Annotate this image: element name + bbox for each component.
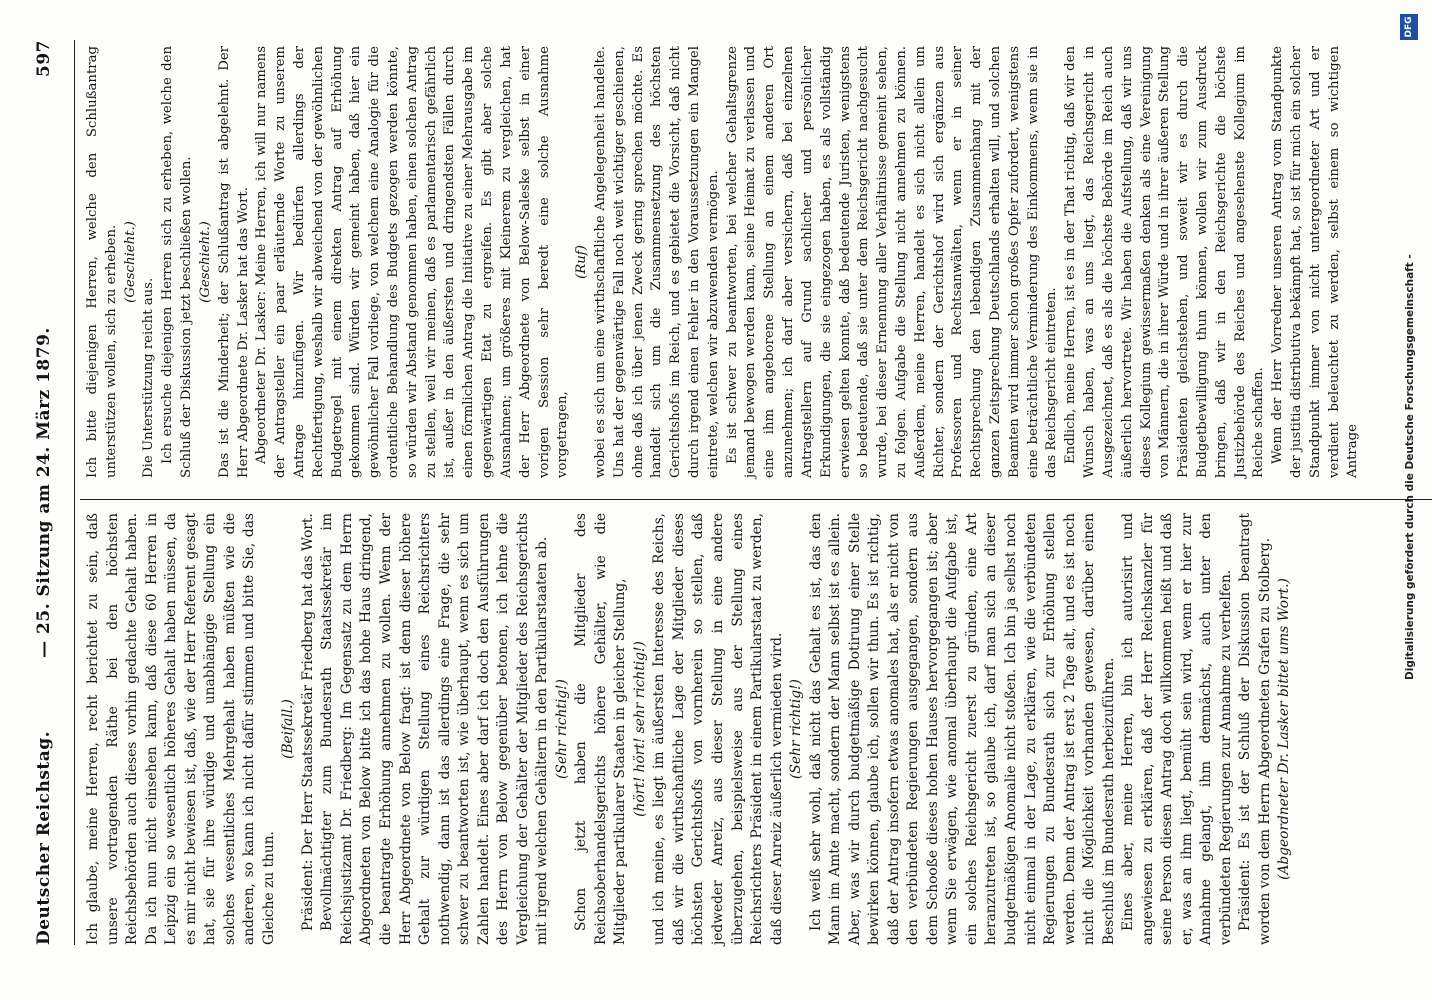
paragraph: Endlich, meine Herren, ist es in der That richtig, daß wir den Wunsch haben, was an uns liegt, das Reichsgericht in Ausgezeichnet, daß es als die höchste Behörde im Reich auch äußerlich hervortrete. Wir haben die Aufstellung, daß wir uns dieses Kollegium gewissermaßen denken als eine Vereinigung von Männern, die in ihrer Würde und in ihrer äußeren Stellung Präsidenten gleichstehen, und soweit wir es durch die Budgetbewilligung thun können, wollen wir zum Ausdruck bringen, daß wir in den Reichsgerichte die höchste Justizbehörde des Reiches und angesehenste Kollegium im Reiche schaffen.	[1063, 46, 1267, 478]
paragraph: Schon jetzt haben die Mitglieder des Reichsoberhandelsgerichts höhere Gehälter, wie die Mitglieder partikularer Staaten in gleicher Stellung,	[573, 513, 629, 945]
paragraph: Ich weiß sehr wohl, daß nicht das Gehalt es ist, das den Mann im Amte macht, sondern der Mann selbst ist es allein. Aber, was wir durch budgetmäßige Dotirung einer Stelle bewirken können, glaube ich, sollen wir thun. Es ist richtig, daß der Antrag insofern etwas anomales hat, als er nicht von den verbündeten Regierungen ausgegangen, sondern aus dem Schooße dieses hohen Hauses hervorgegangen ist; aber wenn Sie erwägen, wie anomal überhaupt die Aufgabe ist, ein solches Reichsgericht zuerst zu gründen, eine Art heranzutreten ist, so glaube ich, darf man sich an dieser budgetmäßigen Anomalie nicht stoßen. Ich bin ja selbst noch nicht einmal in der Lage, zu erklären, wie die verbündeten Regierungen zu Bundesrath sich zur Erhöhung stellen werden. Denn der Antrag ist erst 2 Tage alt, und es ist noch nicht die Möglichkeit vorhanden gewesen, darüber einen Beschluß im Bundesrath herbeizuführen.	[807, 513, 1117, 945]
interjection: (Sehr richtig!)	[553, 679, 570, 779]
header-title: Deutscher Reichstag.	[34, 730, 54, 945]
page-header	[28, 40, 62, 945]
interjection: (hört! hört! sehr richtig!)	[631, 641, 648, 817]
speaker-paragraph: Abgeordneter Dr. Lasker: Meine Herren, ich will nur namens der Antragsteller ein paar erläuternde Worte zu unserem Antrage hinzufügen. Wir bedürfen allerdings der Rechtfertigung, weshalb wir abweichend von der gewöhnlichen Budgetregel mit einem direkten Antrag auf Erhöhung gekommen sind. Würden wir gemeint haben, daß hier ein gewöhnlicher Fall vorliege, von welchem eine Analogie für die ordentliche Behandlung des Budgets gezogen werden könnte, so würden wir Abstand genommen haben, einen solchen Antrag zu stellen, weil wir meinen, daß es parlamentarisch gefährlich ist, außer in den äußersten und dringendsten Fällen durch einen förmlichen Antrag die Initiative zu einer Mehrausgabe im gegenwärtigen Etat zu ergreifen. Es gibt aber solche Ausnahmen; um größeres mit Kleinerem zu vergleichen, hat der Herr Abgeordnete von Below-Saleske selbst in einer vorigen Session sehr beredt eine solche Ausnahme vorgetragen,	[254, 46, 571, 478]
page-number: 597	[34, 40, 54, 77]
interjection: (Beifall.)	[280, 699, 297, 759]
paragraph: Die Unterstützung reicht aus.	[141, 277, 157, 478]
paragraph: Wenn der Herr Vorredner unseren Antrag vom Standpunkte der justitia distributiva bekämpft hat, so ist für mich ein solcher Standpunkt immer von nicht untergeordneter Art und er verdient beleuchtet zu werden, selbst einem so wichtigen Antrage	[1270, 46, 1361, 478]
interjection: (Abgeordneter Dr. Lasker bittet ums Wort.)	[1276, 578, 1293, 880]
header-session: — 25. Sitzung am 24. März 1879.	[34, 327, 54, 658]
interjection: (Ruf)	[574, 245, 590, 279]
paragraph: Ich bitte diejenigen Herren, welche den Schlußantrag unterstützen wollen, sich zu erheben.	[85, 46, 119, 478]
interjection: (Geschieht.)	[122, 221, 138, 303]
paragraph: Eines aber, meine Herren, bin ich autorisirt und angewiesen zu erklären, daß der Herr Reichskanzler für seine Person diesen Antrag doch willkommen heißt und daß er, was an ihm liegt, bemüht sein wird, wenn er hier zur Annahme gelangt, ihm demnächst, auch unter den verbündeten Regierungen zur Annahme zu verhelfen.	[1120, 513, 1234, 945]
speaker-paragraph: Bevollmächtigter zum Bundesrath Staatssekretär im Reichsjustizamt Dr. Friedberg: Im Gegensatz zu dem Herrn Abgeordneten von Below bitte ich das hohe Haus dringend, die beantragte Erhöhung annehmen zu wollen. Wenn der Herr Abgeordnete von Below fragt: ist denn dieser höhere Gehalt zur würdigen Stellung eines Reichsrichters nothwendig, dann ist das allerdings eine Frage, die sehr schwer zu beantworten ist, wie überhaupt, wenn es sich um Zahlen handelt. Eines aber darf ich doch den Ausführungen des Herrn von Below gegenüber betonen, ich lehne die Vergleichung der Gehälter der Mitglieder des Reichsgerichts mit irgend welchen Gehältern in den Partikularstaaten ab.	[319, 513, 551, 945]
dfg-logo: DFG	[1400, 14, 1418, 40]
paragraph: Ich glaube, meine Herren, recht berichtet zu sein, daß unsere vortragenden Räthe bei den höchsten Reichsbehörden auch dieses vorhin gedachte Gehalt haben. Da ich nun nicht einsehen kann, daß diese 60 Herren in Leipzig ein so wesentlich höheres Gehalt haben müssen, da es mir nicht bewiesen ist, daß, wie der Herr Referent gesagt hat, sie für ihre würdige und unabhängige Stellung ein solches wesentliches Mehrgehalt haben müßten wie die anderen, so kann ich nicht dafür stimmen und bitte Sie, das Gleiche zu thun.	[85, 513, 277, 945]
column-divider	[80, 499, 1432, 500]
interjection: (Sehr richtig!)	[788, 679, 805, 779]
paragraph: Es ist schwer zu beantworten, bei welcher Gehaltsgrenze jemand bewogen werden kann, seine Heimat zu verlassen und eine ihm angeborene Stellung an einem anderen Ort anzunehmen; ich darf aber versichern, daß bei einzelnen Antragstellern auf Grund sachlicher und persönlicher Erkundigungen, die sie eingezogen haben, es als vollständig erwiesen gelten konnte, daß bedeutende Juristen, wenigstens so bedeutende, daß sie unter dem Reichsgericht nachgesucht wurde, bei dieser Ernennung aller Verhältnisse gemeint sehen, zu folgen. Aufgabe die Stellung nicht annehmen zu können. Außerdem, meine Herren, handelt es sich nicht allein um Richter, sondern der Gerichtshof wird sich ergänzen aus Professoren und Rechtsanwälten, wenn er in seiner Rechtsprechung den lebendigen Zusammenhang mit der ganzen Zeitsprechung Deutschlands erhalten will, und solchen Beamten wird immer schon großes Opfer zufordert, wenigstens eine beträchtliche Verminderung des Einkommens, wenn sie in das Reichsgericht eintreten.	[724, 46, 1060, 478]
interjection: (Geschieht.)	[197, 221, 213, 303]
speaker-paragraph: Präsident: Es ist der Schluß der Diskussion beantragt worden von dem Herrn Abgeordneten Grafen zu Stolberg.	[1237, 513, 1273, 945]
digitization-footer	[1400, 15, 1424, 960]
header-rule	[74, 40, 75, 945]
paragraph: Das ist die Minderheit; der Schlußantrag ist abgelehnt. Der Herr Abgeordnete Dr. Lasker hat das Wort.	[216, 46, 251, 478]
left-column	[84, 513, 1295, 945]
right-column	[84, 46, 1363, 478]
paragraph: wobei es sich um eine wirthschaftliche Angelegenheit handelte. Uns hat der gegenwärtige Fall noch weit wichtiger geschienen, ohne daß ich über jenen Zweck gering sprechen möchte. Es handelt sich um die Zusammensetzung des höchsten Gerichtshofs im Reich, und es gebietet die Vorsicht, daß nicht durch irgend einen Fehler in den Voraussetzungen ein Mangel eintrete, welchen wir abzuwenden vermögen.	[592, 46, 721, 478]
paragraph: und ich meine, es liegt im äußersten Interesse des Reichs, daß wir die wirthschaftliche Lage der Mitglieder dieses höchsten Gerichtshofs von vornherein so stellen, daß jedweder Anreiz, aus dieser Stellung in eine andere überzugehen, beispielsweise aus der Stellung eines Reichsrichters Präsident in einem Partikularstaat zu werden, daß dieser Anreiz äußerlich vermieden wird.	[651, 513, 785, 945]
speaker-paragraph: Präsident: Der Herr Staatssekretär Friedberg hat das Wort.	[299, 513, 316, 931]
digitization-note: Digitalisierung gefördert durch die Deutsche Forschungsgemeinschaft -	[1404, 254, 1416, 680]
paragraph: Ich ersuche diejenigen Herren sich zu erheben, welche den Schluß der Diskussion jetzt beschließen wollen.	[160, 46, 195, 478]
